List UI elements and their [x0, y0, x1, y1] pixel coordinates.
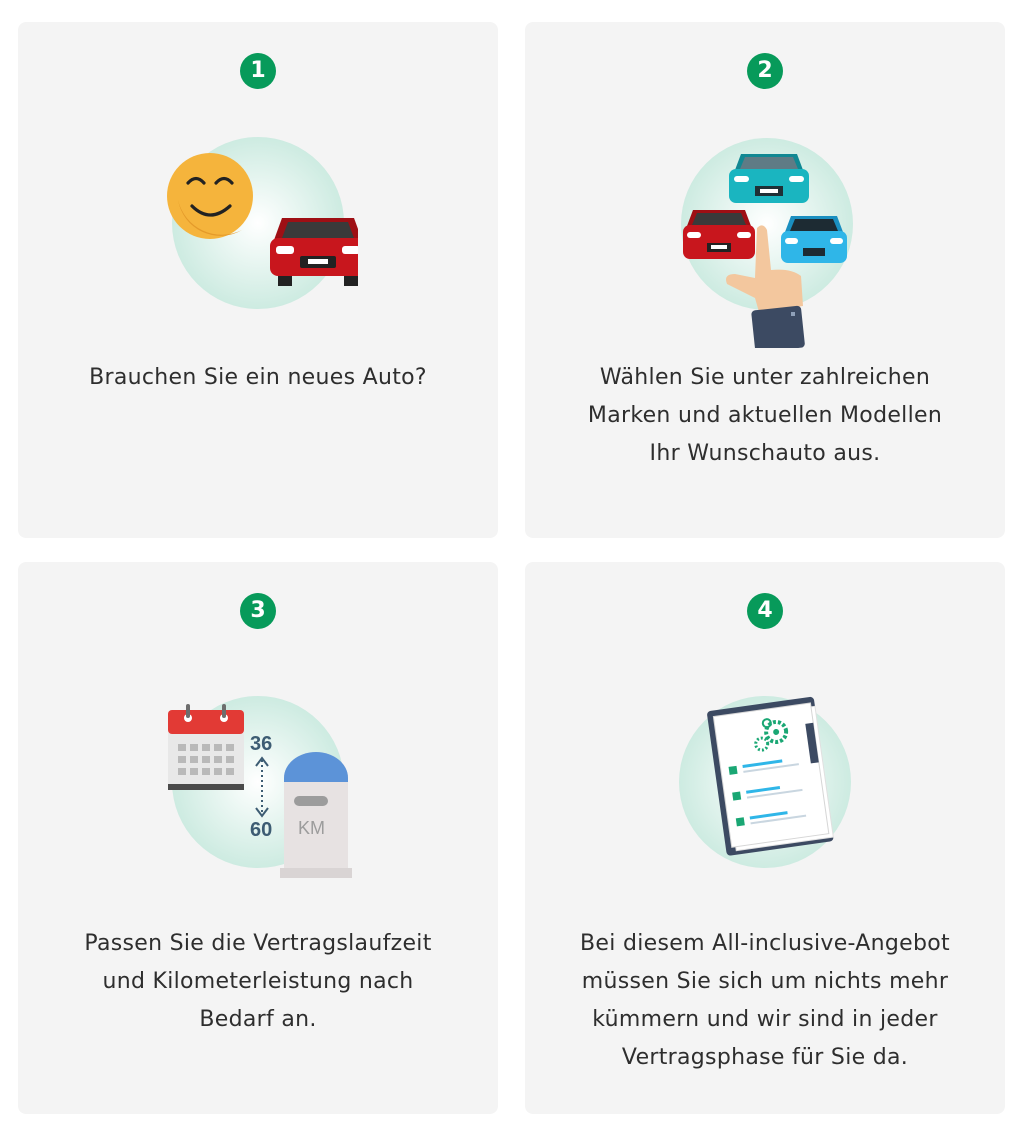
- step-card-3: [18, 562, 498, 1114]
- step-card-4: [525, 562, 1005, 1114]
- step-card-2: [525, 22, 1005, 538]
- step-number-badge: 3: [240, 593, 276, 629]
- milestone-label: KM: [298, 818, 325, 838]
- step-number-badge: 4: [747, 593, 783, 629]
- step-description: Passen Sie die Vertragslaufzeit und Kilometerleistung nach Bedarf an.: [84, 931, 432, 1032]
- smiley-car-icon: [158, 128, 358, 348]
- step-description: Brauchen Sie ein neues Auto?: [89, 365, 427, 390]
- step-number-badge: 1: [240, 53, 276, 89]
- car-selection-icon: [665, 128, 865, 348]
- step-card-1: [18, 22, 498, 538]
- step-description: Bei diesem All-inclusive-Angebot müssen Sie sich um nichts mehr kümmern und wir sind in jeder Vertragsphase für Sie da.: [580, 931, 950, 1070]
- duration-top-label: 36: [250, 733, 273, 755]
- clipboard-service-icon: [665, 690, 865, 910]
- duration-bottom-label: 60: [250, 819, 273, 841]
- step-number-badge: 2: [747, 53, 783, 89]
- calendar-mileage-icon: [158, 690, 358, 910]
- step-description: Wählen Sie unter zahlreichen Marken und aktuellen Modellen Ihr Wunschauto aus.: [587, 365, 943, 466]
